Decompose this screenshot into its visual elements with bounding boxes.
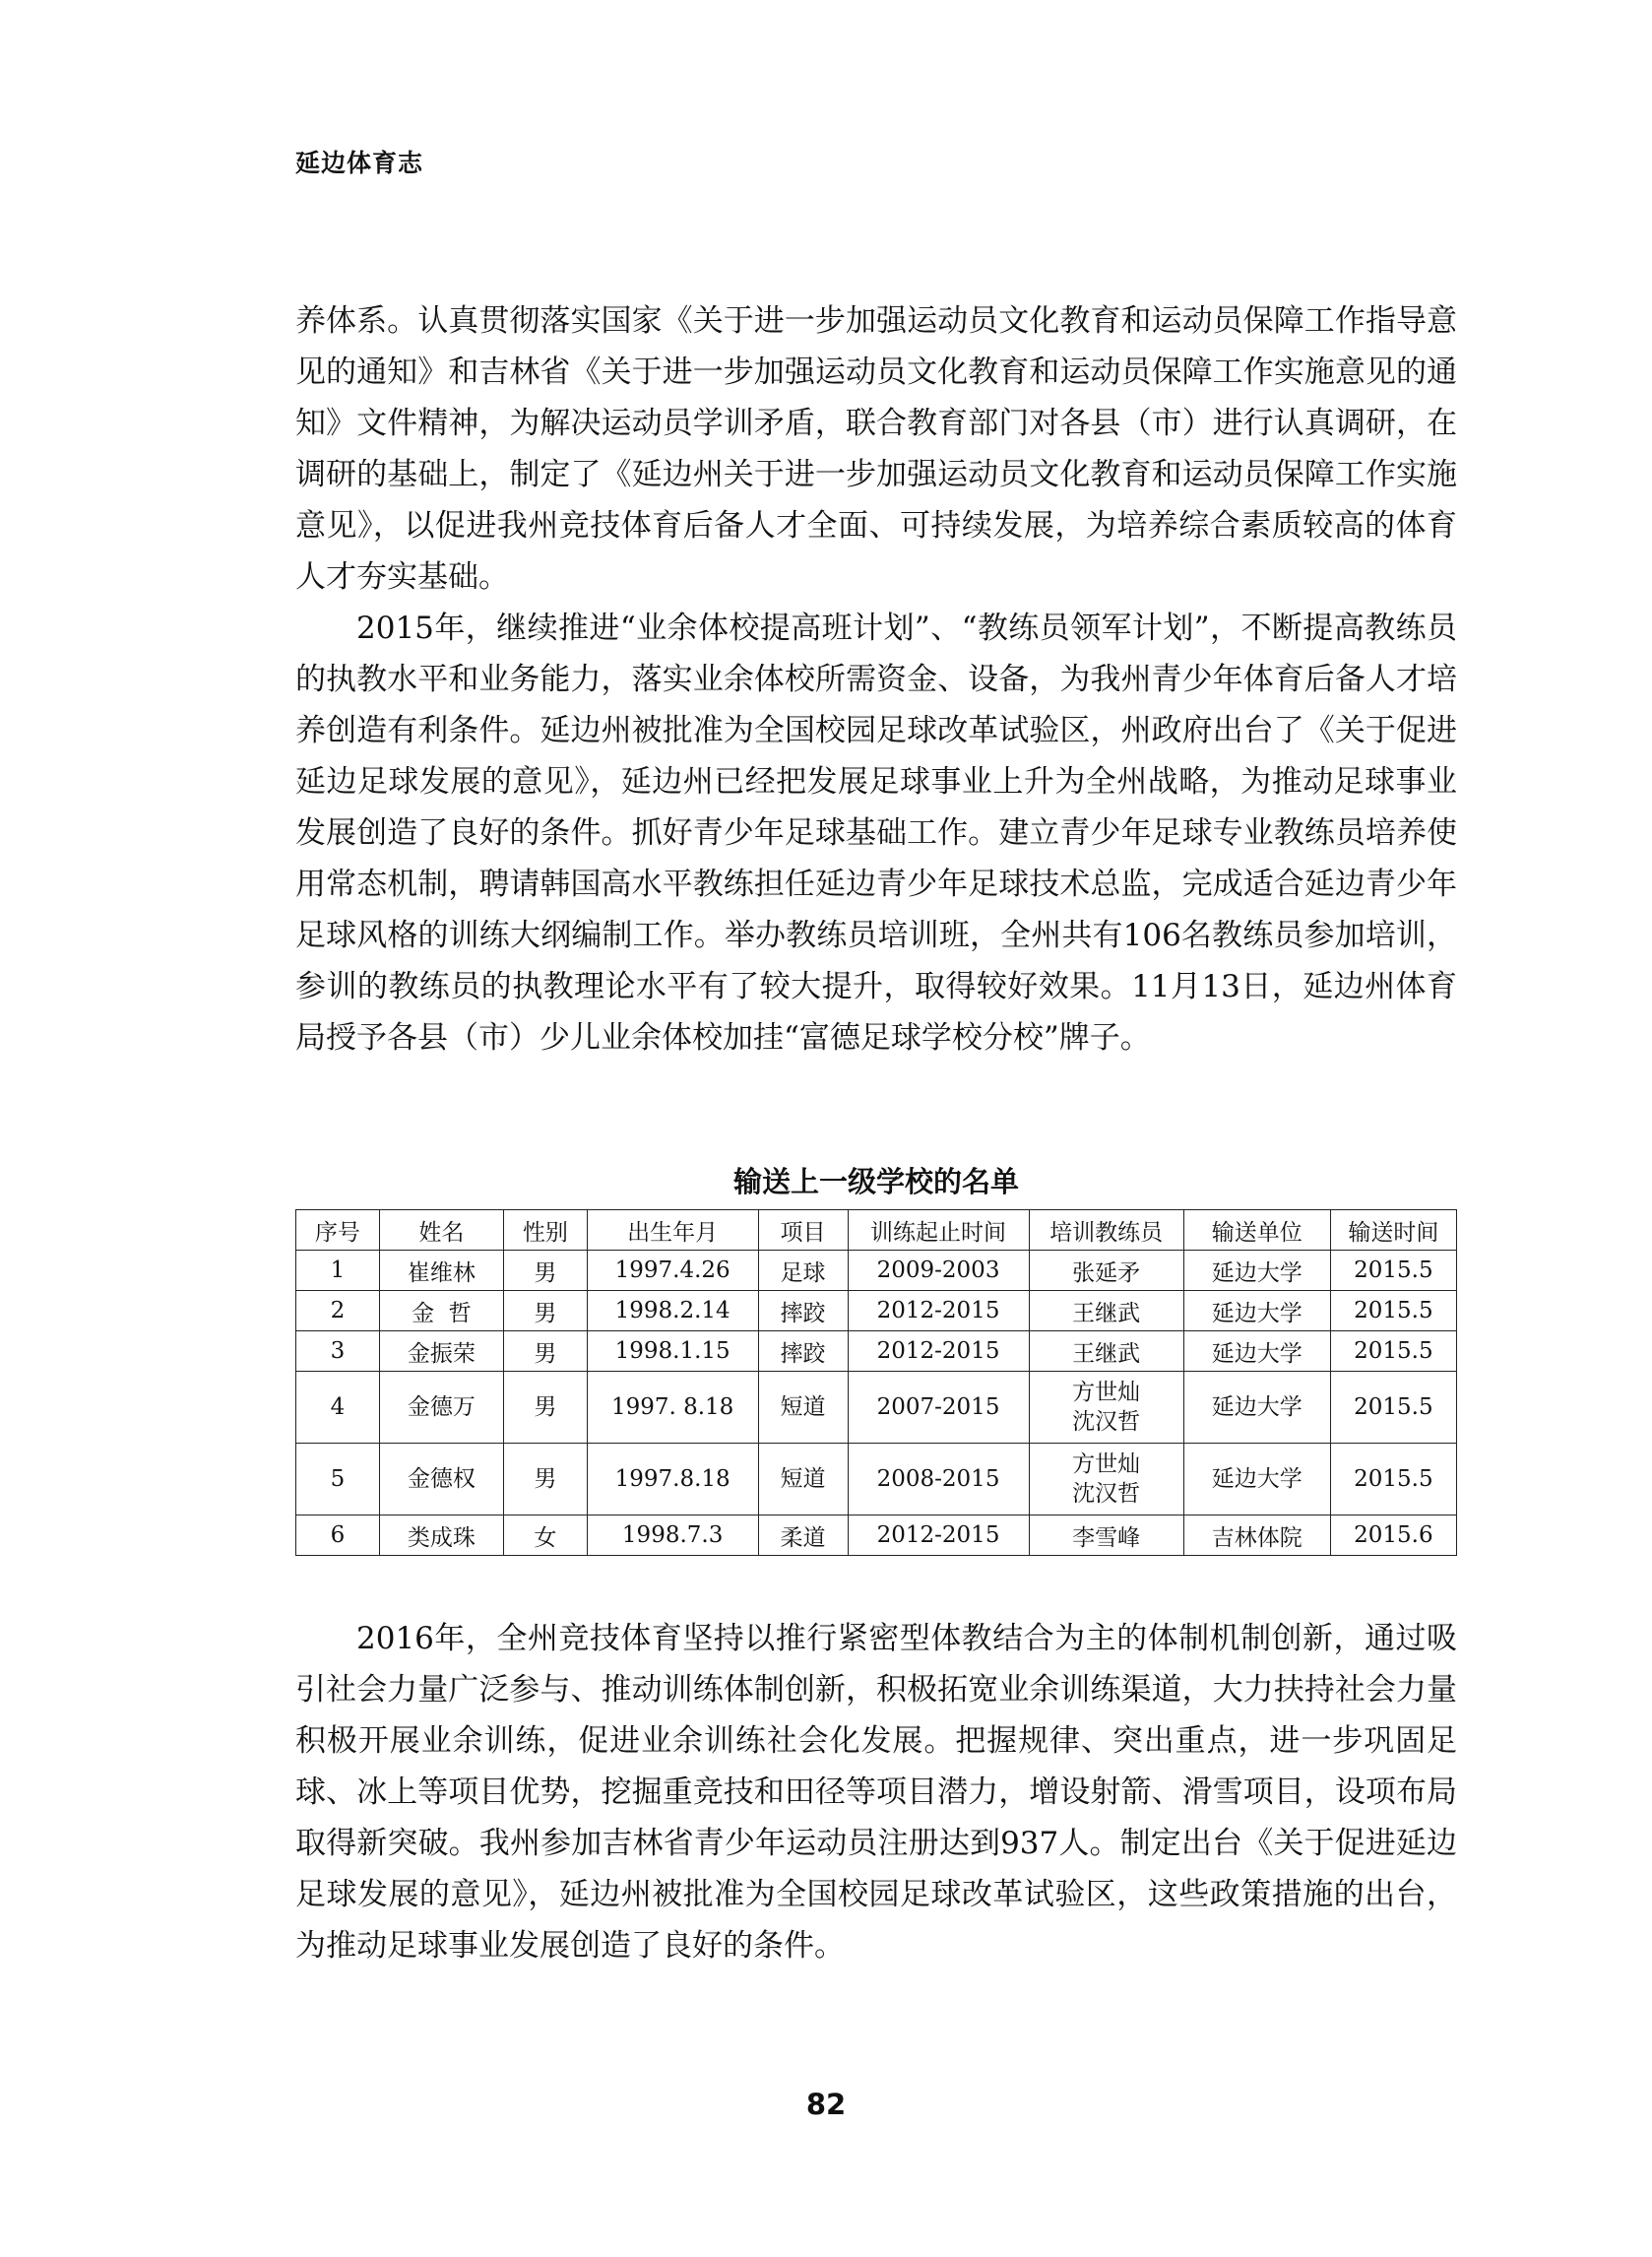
column-header: 序号: [296, 1210, 380, 1251]
cell-gender: 男: [503, 1444, 587, 1515]
cell-name: 金 哲: [379, 1291, 503, 1331]
table-header-row: [296, 1210, 1457, 1251]
cell-birth: 1998.7.3: [587, 1515, 758, 1556]
cell-period: 2007-2015: [848, 1372, 1029, 1444]
cell-birth: 1998.1.15: [587, 1331, 758, 1372]
body-text-top: [295, 295, 1457, 1064]
column-header: 出生年月: [587, 1210, 758, 1251]
cell-name: 金德权: [379, 1444, 503, 1515]
cell-no: 1: [296, 1251, 380, 1291]
paragraph-2016: 2016年，全州竞技体育坚持以推行紧密型体教结合为主的体制机制创新，通过吸引社会力量广泛参与、推动训练体制创新，积极拓宽业余训练渠道，大力扶持社会力量积极开展业余训练，促进业余训练社会化发展。把握规律、突出重点，进一步巩固足球、冰上等项目优势，挖掘重竞技和田径等项目潜力，增设射箭、滑雪项目，设项布局取得新突破。我州参加吉林省青少年运动员注册达到937人。制定出台《关于促进延边足球发展的意见》，延边州被批准为全国校园足球改革试验区，这些政策措施的出台，为推动足球事业发展创造了良好的条件。: [295, 1621, 1457, 1964]
table-row: [296, 1444, 1457, 1515]
column-header: 输送时间: [1330, 1210, 1456, 1251]
cell-period: 2012-2015: [848, 1515, 1029, 1556]
cell-no: 5: [296, 1444, 380, 1515]
cell-coach: 王继武: [1029, 1331, 1183, 1372]
cell-coach: 王继武: [1029, 1291, 1183, 1331]
cell-date: 2015.5: [1330, 1251, 1456, 1291]
cell-unit: 延边大学: [1183, 1331, 1330, 1372]
cell-date: 2015.5: [1330, 1444, 1456, 1515]
table-row: [296, 1515, 1457, 1556]
column-header: 输送单位: [1183, 1210, 1330, 1251]
cell-name: 崔维林: [379, 1251, 503, 1291]
table-row: [296, 1291, 1457, 1331]
cell-coaches: [1029, 1444, 1183, 1515]
page-number: 82: [805, 2088, 847, 2121]
cell-sport: 摔跤: [758, 1331, 848, 1372]
paragraph-2015: 2015年，继续推进“业余体校提高班计划”、“教练员领军计划”，不断提高教练员的执教水平和业务能力，落实业余体校所需资金、设备，为我州青少年体育后备人才培养创造有利条件。延边州被批准为全国校园足球改革试验区，州政府出台了《关于促进延边足球发展的意见》，延边州已经把发展足球事业上升为全州战略，为推动足球事业发展创造了良好的条件。抓好青少年足球基础工作。建立青少年足球专业教练员培养使用常态机制，聘请韩国高水平教练担任延边青少年足球技术总监，完成适合延边青少年足球风格的训练大纲编制工作。举办教练员培训班，全州共有106名教练员参加培训，参训的教练员的执教理论水平有了较大提升，取得较好效果。11月13日，延边州体育局授予各县（市）少儿业余体校加挂“富德足球学校分校”牌子。: [295, 611, 1457, 1056]
cell-sport: 短道: [758, 1372, 848, 1444]
column-header: 训练起止时间: [848, 1210, 1029, 1251]
coach-name: 沈汉哲: [1072, 1481, 1141, 1507]
cell-sport: 柔道: [758, 1515, 848, 1556]
cell-date: 2015.5: [1330, 1331, 1456, 1372]
cell-sport: 摔跤: [758, 1291, 848, 1331]
cell-gender: 男: [503, 1291, 587, 1331]
cell-sport: 短道: [758, 1444, 848, 1515]
cell-no: 3: [296, 1331, 380, 1372]
body-text-bottom: [295, 1613, 1457, 1971]
cell-unit: 延边大学: [1183, 1372, 1330, 1444]
cell-coach: 李雪峰: [1029, 1515, 1183, 1556]
cell-no: 6: [296, 1515, 380, 1556]
cell-period: 2012-2015: [848, 1331, 1029, 1372]
cell-period: 2008-2015: [848, 1444, 1029, 1515]
cell-coach: 张延矛: [1029, 1251, 1183, 1291]
cell-no: 2: [296, 1291, 380, 1331]
cell-coaches: [1029, 1372, 1183, 1444]
coach-name: 沈汉哲: [1072, 1409, 1141, 1435]
cell-unit: 延边大学: [1183, 1291, 1330, 1331]
coach-name: 方世灿: [1072, 1380, 1141, 1405]
transfer-roster-table: [295, 1209, 1457, 1556]
table-title: 输送上一级学校的名单: [732, 1165, 1019, 1198]
cell-date: 2015.5: [1330, 1372, 1456, 1444]
cell-birth: 1997. 8.18: [587, 1372, 758, 1444]
cell-unit: 延边大学: [1183, 1444, 1330, 1515]
cell-period: 2009-2003: [848, 1251, 1029, 1291]
running-header: 延边体育志: [295, 149, 424, 177]
cell-unit: 延边大学: [1183, 1251, 1330, 1291]
cell-gender: 男: [503, 1331, 587, 1372]
cell-birth: 1997.4.26: [587, 1251, 758, 1291]
cell-gender: 女: [503, 1515, 587, 1556]
column-header: 性别: [503, 1210, 587, 1251]
cell-sport: 足球: [758, 1251, 848, 1291]
cell-name: 金德万: [379, 1372, 503, 1444]
column-header: 培训教练员: [1029, 1210, 1183, 1251]
cell-date: 2015.5: [1330, 1291, 1456, 1331]
coach-name: 方世灿: [1072, 1451, 1141, 1477]
cell-period: 2012-2015: [848, 1291, 1029, 1331]
cell-unit: 吉林体院: [1183, 1515, 1330, 1556]
cell-name: 类成珠: [379, 1515, 503, 1556]
table-row: [296, 1331, 1457, 1372]
cell-name: 金振荣: [379, 1331, 503, 1372]
cell-birth: 1998.2.14: [587, 1291, 758, 1331]
cell-no: 4: [296, 1372, 380, 1444]
column-header: 项目: [758, 1210, 848, 1251]
cell-birth: 1997.8.18: [587, 1444, 758, 1515]
table-row: [296, 1372, 1457, 1444]
cell-gender: 男: [503, 1372, 587, 1444]
cell-date: 2015.6: [1330, 1515, 1456, 1556]
cell-gender: 男: [503, 1251, 587, 1291]
table-row: [296, 1251, 1457, 1291]
column-header: 姓名: [379, 1210, 503, 1251]
paragraph-continuation: 养体系。认真贯彻落实国家《关于进一步加强运动员文化教育和运动员保障工作指导意见的通知》和吉林省《关于进一步加强运动员文化教育和运动员保障工作实施意见的通知》文件精神，为解决运动员学训矛盾，联合教育部门对各县（市）进行认真调研，在调研的基础上，制定了《延边州关于进一步加强运动员文化教育和运动员保障工作实施意见》，以促进我州竞技体育后备人才全面、可持续发展，为培养综合素质较高的体育人才夯实基础。: [295, 303, 1457, 595]
